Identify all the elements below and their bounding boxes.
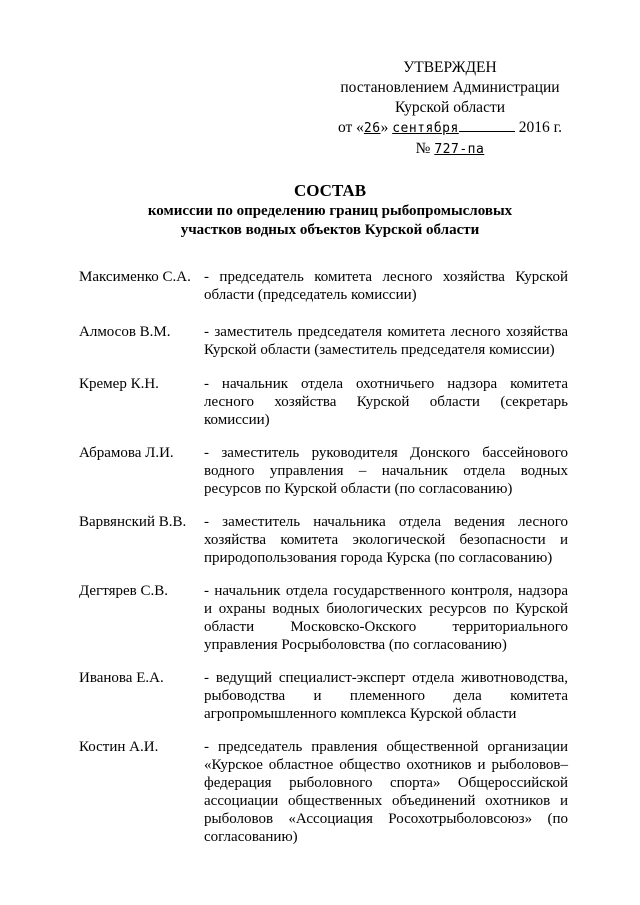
member-role: - председатель правления общественной организации «Курское областное общество охотников и рыболовов– федерация рыболовного спорта» Общероссийской ассоциации общественных объединений охотников и рыболовов «Ассоциация Росохотрыболовсоюз» (по согласованию) (204, 739, 568, 845)
approval-line-1: постановлением Администрации (340, 79, 560, 96)
approval-number-line (300, 139, 600, 160)
date-year: 2016 г. (518, 119, 563, 136)
member-role: - ведущий специалист-эксперт отдела животноводства, рыбоводства и племенного дела комитета агропромышленного комплекса Курской области (204, 670, 568, 722)
document-heading (60, 180, 600, 240)
approval-stamp (300, 58, 600, 160)
member-name: Иванова Е.А. (79, 670, 164, 686)
member-name: Варвянский В.В. (79, 514, 187, 530)
document-title: СОСТАВ (293, 181, 367, 200)
date-mid: » (380, 119, 389, 136)
member-role: - начальник отдела охотничьего надзора комитета лесного хозяйства Курской области (секретарь комиссии) (204, 376, 568, 428)
approval-title: УТВЕРЖДЕН (403, 59, 497, 76)
number-prefix: № (415, 140, 431, 157)
member-name: Кремер К.Н. (79, 376, 159, 392)
member-name: Абрамова Л.И. (79, 445, 174, 461)
member-name: Алмосов В.М. (79, 324, 171, 340)
date-day: 26 (363, 121, 381, 136)
date-month: сентября (392, 121, 459, 136)
member-role: - заместитель начальника отдела ведения лесного хозяйства комитета экологической безопасности и природопользования города Курска (по согласованию) (204, 514, 568, 566)
member-role: - председатель комитета лесного хозяйства Курской области (председатель комиссии) (204, 269, 568, 303)
member-role: - заместитель руководителя Донского бассейнового водного управления – начальник отдела водных ресурсов по Курской области (по согласованию) (204, 445, 568, 497)
approval-date-line (300, 118, 600, 139)
member-name: Дегтярев С.В. (79, 583, 168, 599)
date-prefix: от « (337, 119, 364, 136)
document-subtitle-line-1: комиссии по определению границ рыбопромысловых (147, 203, 513, 219)
member-role: - начальник отдела государственного контроля, надзора и охраны водных биологических ресурсов по Курской области Московско-Окского территориального управления Росрыболовства (по согласованию) (204, 583, 568, 653)
date-underline (459, 119, 515, 132)
number-value: 727-па (434, 142, 485, 157)
member-name: Костин А.И. (79, 739, 159, 755)
document-subtitle-line-2: участков водных объектов Курской области (180, 222, 480, 238)
approval-line-2: Курской области (394, 99, 506, 116)
member-name: Максименко С.А. (79, 269, 191, 285)
member-role: - заместитель председателя комитета лесного хозяйства Курской области (заместитель председателя комиссии) (204, 324, 568, 358)
